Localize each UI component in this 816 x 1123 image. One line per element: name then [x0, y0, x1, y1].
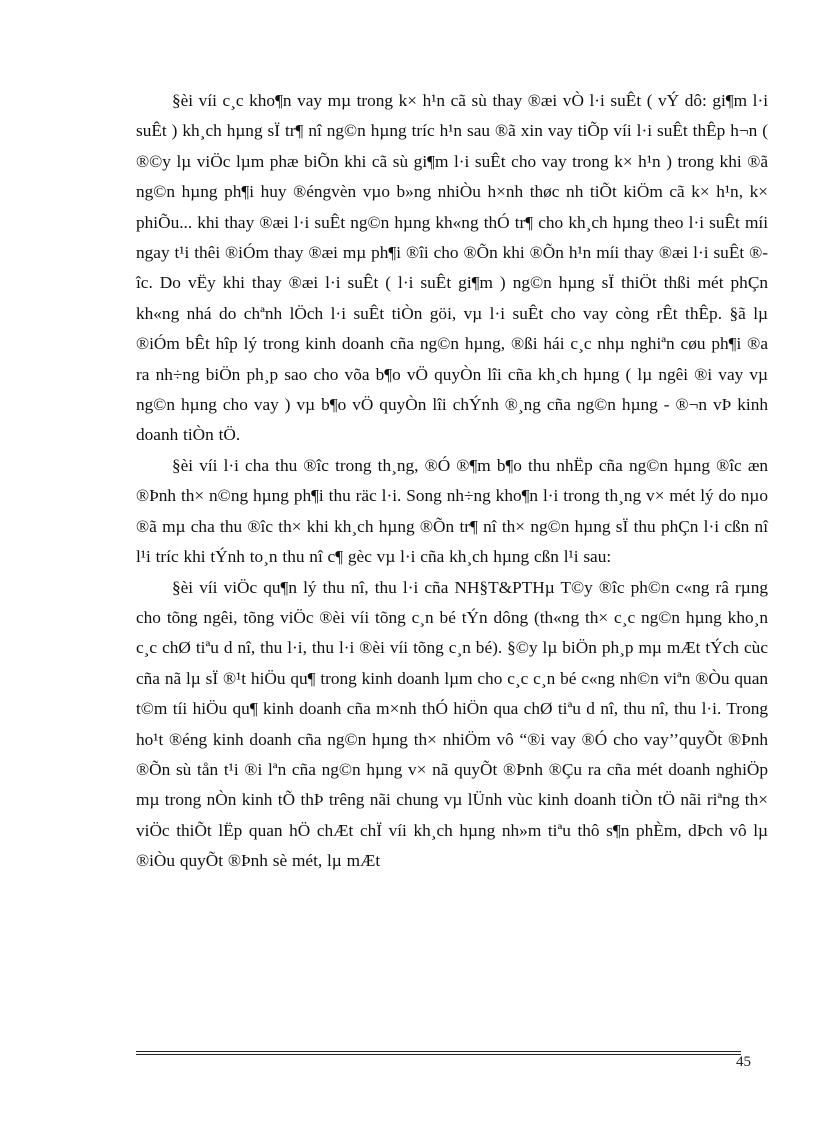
paragraph-1: §èi víi c¸c kho¶n vay mµ trong k× h¹n cã sù thay ®æi vÒ l·i suÊt ( vÝ dô: gi¶m l·i suÊt ) kh¸ch hµng sÏ tr¶ nî ng©n hµng tríc h¹n sau ®ã xin vay tiÕp víi l·i suÊt thÊp h¬n ( ®©y lµ viÖc lµm phæ biÕn khi cã sù gi¶m l·i suÊt cho vay trong k× h¹n ) trong khi ®ã ng©n hµng ph¶i huy ®éngvèn vµo b»ng nhiÒu h×nh thøc nh tiÕt kiÖm cã k× h¹n, k× phiÕu... khi thay ®æi l·i suÊt ng©n hµng kh«ng thÓ tr¶ cho kh¸ch hµng theo l·i suÊt míi ngay t¹i thêi ®iÓm thay ®æi mµ ph¶i ®îi cho ®Õn khi ®Õn h¹n míi thay ®æi l·i suÊt ®îc. Do vËy khi thay ®æi l·i suÊt ( l·i suÊt gi¶m ) ng©n hµng sÏ thiÖt thßi mét phÇn kh«ng nhá do chªnh lÖch l·i suÊt tiÒn göi, vµ l·i suÊt cho vay còng rÊt thÊp. §ã lµ ®iÓm bÊt hîp lý trong kinh doanh cña ng©n hµng, ®ßi hái c¸c nhµ nghiªn cøu ph¶i ®a ra nh÷ng biÖn ph¸p sao cho võa b¶o vÖ quyÒn lîi cña kh¸ch hµng ( lµ ngêi ®i vay vµ ng©n hµng cho vay ) vµ b¶o vÖ quyÒn lîi chÝnh ®¸ng cña ng©n hµng - ®¬n vÞ kinh doanh tiÒn tÖ.	[136, 91, 768, 445]
page-number: 45	[736, 1054, 751, 1070]
paragraph-3: §èi víi viÖc qu¶n lý thu nî, thu l·i cña NH§T&PTHµ T©y ®îc ph©n c«ng râ rµng cho tõng ngêi, tõng viÖc ®èi víi tõng c¸n bé tÝn dông (th«ng th× c¸c ng©n hµng kho¸n c¸c chØ tiªu d nî, thu l·i, thu l·i ®èi víi tõng c¸n bé). §©y lµ biÖn ph¸p mµ mÆt tÝch cùc cña nã lµ sÏ ®¹t hiÖu qu¶ trong kinh doanh lµm cho c¸c c¸n bé c«ng nh©n viªn ®Òu quan t©m tíi hiÖu qu¶ kinh doanh cña m×nh thÓ hiÖn qua chØ tiªu d nî, thu nî, thu l·i. Trong ho¹t ®éng kinh doanh cña ng©n hµng th× nhiÖm vô “®i vay ®Ó cho vay’’quyÕt ®Þnh ®Õn sù tån t¹i ®i lªn cña ng©n hµng v× nã quyÕt ®Þnh ®Çu ra cña mét doanh nghiÖp mµ trong nÒn kinh tÕ thÞ trêng nãi chung vµ lÜnh vùc kinh doanh tiÒn tÖ nãi riªng th× viÖc thiÕt lËp quan hÖ chÆt chÏ víi kh¸ch hµng nh»m tiªu thô s¶n phÈm, dÞch vô lµ ®iÒu quyÕt ®Þnh sè mét, lµ mÆt	[136, 577, 768, 871]
footer-rule	[136, 1051, 741, 1052]
footer-rule-secondary	[136, 1054, 741, 1055]
paragraph-2: §èi víi l·i cha thu ®îc trong th¸ng, ®Ó ®¶m b¶o thu nhËp cña ng©n hµng ®îc æn ®Þnh th× n©ng hµng ph¶i thu räc l·i. Song nh÷ng kho¶n l·i trong th¸ng v× mét lý do nµo ®ã mµ cha thu ®îc th× khi kh¸ch hµng ®Õn tr¶ nî th× ng©n hµng sÏ thu phÇn l·i cßn nî l¹i tríc khi tÝnh to¸n thu nî c¶ gèc vµ l·i cña kh¸ch hµng cßn l¹i sau:	[136, 455, 768, 567]
body-text	[136, 86, 768, 877]
